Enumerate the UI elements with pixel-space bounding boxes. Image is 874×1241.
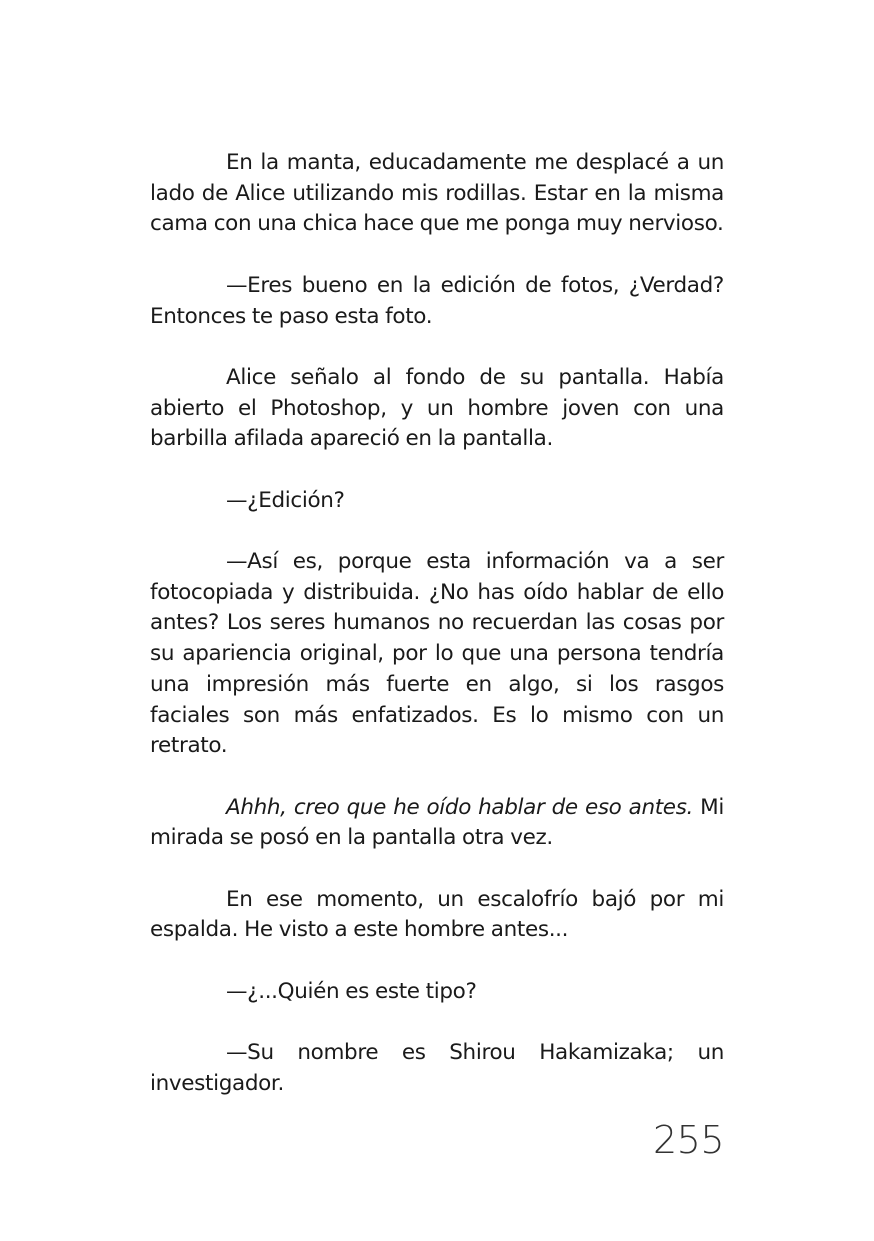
paragraph-text: Mi mirada se posó en la pantalla otra vez. bbox=[150, 794, 724, 851]
paragraph: —Su nombre es Shirou Hakamizaka; un investigador. bbox=[150, 1040, 724, 1096]
paragraph: En ese momento, un escalofrío bajó por mi espalda. He visto a este hombre antes... bbox=[150, 886, 724, 943]
paragraph: En la manta, educadamente me desplacé a un lado de Alice utilizando mis rodillas. Estar en la misma cama con una chica hace que me ponga muy nervioso. bbox=[150, 150, 724, 237]
body-text bbox=[150, 148, 724, 1100]
paragraph: —Así es, porque esta información va a ser fotocopiada y distribuida. ¿No has oído hablar de ello antes? Los seres humanos no recuerdan las cosas por su apariencia original, por lo que una persona tendría una impresión más fuerte en algo, si los rasgos faciales son más enfatizados. Es lo mismo con un retrato. bbox=[150, 549, 724, 759]
paragraph: —¿Edición? bbox=[226, 487, 345, 513]
paragraph: —¿...Quién es este tipo? bbox=[226, 978, 477, 1004]
paragraph bbox=[150, 793, 724, 854]
page-number: 255 bbox=[652, 1118, 724, 1162]
italic-thought: Ahhh, creo que he oído hablar de eso antes. bbox=[226, 794, 694, 820]
paragraph: —Eres bueno en la edición de fotos, ¿Verdad? Entonces te paso esta foto. bbox=[150, 272, 724, 329]
paragraph: Alice señalo al fondo de su pantalla. Había abierto el Photoshop, y un hombre joven con una barbilla afilada apareció en la pantalla. bbox=[150, 364, 724, 452]
